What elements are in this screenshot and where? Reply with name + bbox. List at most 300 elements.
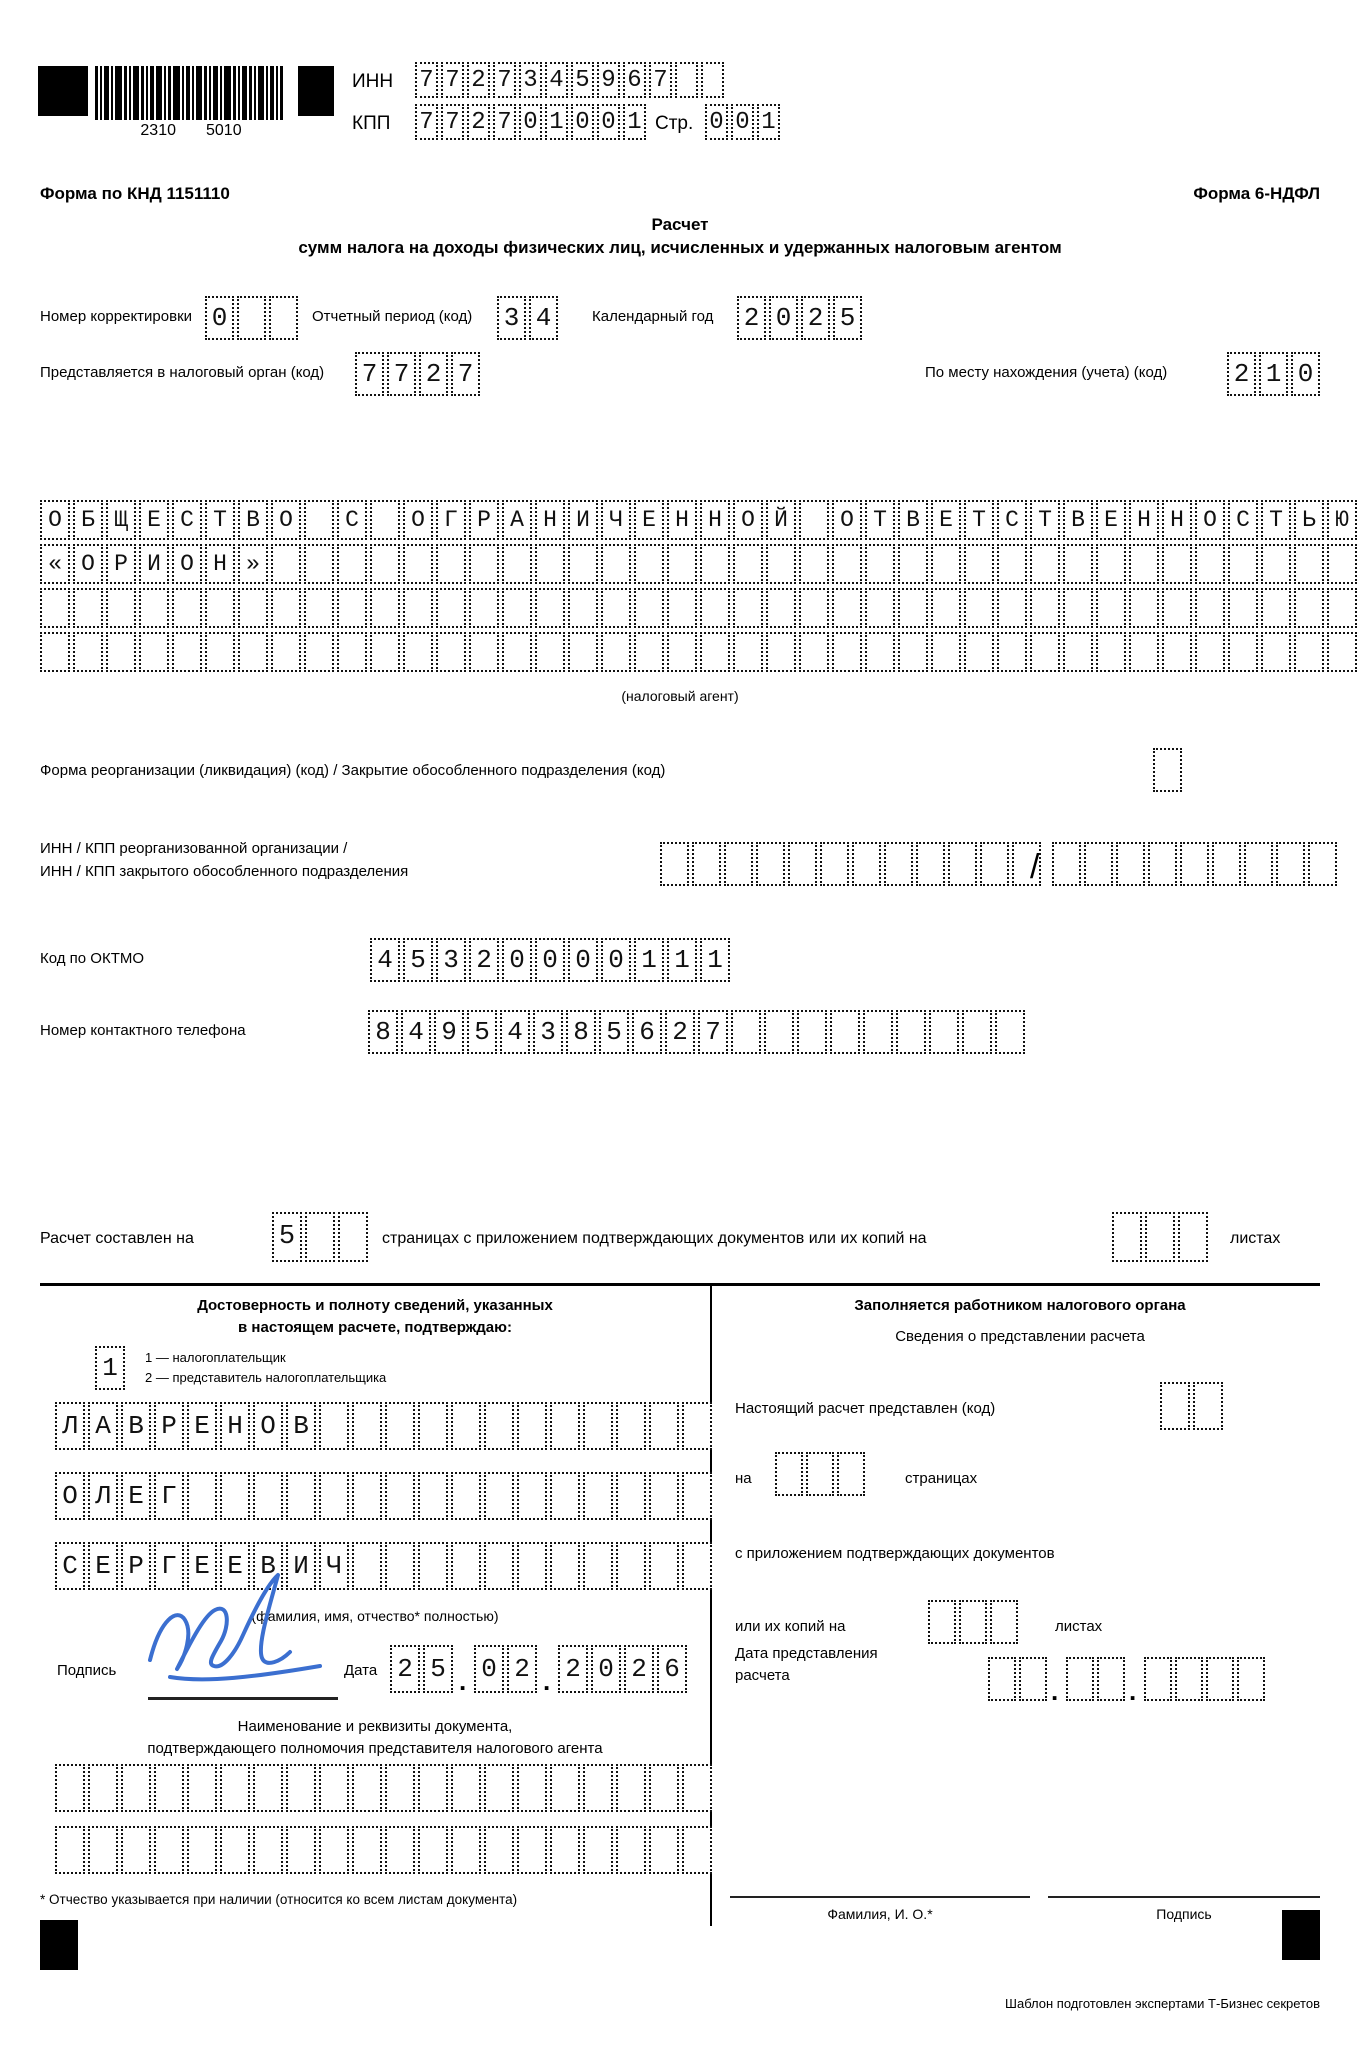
- cell: [55, 1764, 85, 1812]
- cell: [1162, 632, 1192, 672]
- cell: [733, 632, 763, 672]
- cell: [1097, 1657, 1125, 1701]
- cell: О: [271, 500, 301, 540]
- cell: [451, 1402, 481, 1450]
- cell: О: [403, 500, 433, 540]
- cell: [660, 842, 689, 886]
- cell: 7: [493, 104, 516, 140]
- cell: [550, 1402, 580, 1450]
- cell: [898, 544, 928, 584]
- confirm-legend-line2: 2 — представитель налогоплательщика: [145, 1370, 387, 1385]
- tax-authority-grid: [355, 352, 480, 396]
- cell: [928, 1600, 956, 1644]
- cell: Р: [154, 1402, 184, 1450]
- signature-line: [148, 1697, 338, 1700]
- reorg-inn-grid: [660, 842, 1041, 886]
- cell: [1129, 588, 1159, 628]
- cell: [1294, 632, 1324, 672]
- cell: [1308, 842, 1337, 886]
- cell: 2: [507, 1645, 537, 1693]
- cell: 6: [623, 62, 646, 98]
- cell: [205, 632, 235, 672]
- cell: [253, 1472, 283, 1520]
- cell: С: [1228, 500, 1258, 540]
- cell: [1063, 588, 1093, 628]
- cell: 3: [519, 62, 542, 98]
- cell: 1: [95, 1346, 125, 1390]
- official-date-year-grid: [1144, 1657, 1265, 1701]
- official-on-label: на: [735, 1470, 752, 1487]
- cell: 6: [657, 1645, 687, 1693]
- cell: [733, 544, 763, 584]
- cell: [1195, 632, 1225, 672]
- cell: [1178, 1212, 1208, 1262]
- cell: [40, 588, 70, 628]
- cell: [1153, 748, 1182, 792]
- cell: [766, 632, 796, 672]
- inn-label: ИНН: [352, 71, 394, 92]
- year-grid: [737, 296, 862, 340]
- tax-authority-label: Представляется в налоговый орган (код): [40, 364, 325, 381]
- cell: [764, 1010, 794, 1054]
- cell: [172, 588, 202, 628]
- cell: [568, 588, 598, 628]
- cell: 3: [533, 1010, 563, 1054]
- cell: Е: [187, 1542, 217, 1590]
- cell: Н: [667, 500, 697, 540]
- cell: [286, 1764, 316, 1812]
- cell: [550, 1764, 580, 1812]
- cell: [238, 588, 268, 628]
- correction-label: Номер корректировки: [40, 308, 193, 325]
- cell: 2: [467, 62, 490, 98]
- cell: [271, 632, 301, 672]
- template-credit: Шаблон подготовлен экспертами Т-Бизнес секретов: [1005, 1996, 1320, 2011]
- cell: [370, 588, 400, 628]
- cell: [436, 632, 466, 672]
- cell: [766, 544, 796, 584]
- cell: [319, 1472, 349, 1520]
- cell: [1206, 1657, 1234, 1701]
- cell: [1145, 1212, 1175, 1262]
- cell: [469, 544, 499, 584]
- cell: «: [40, 544, 70, 584]
- official-pages-word: страницах: [905, 1470, 978, 1487]
- cell: [418, 1402, 448, 1450]
- cell: 0: [705, 104, 728, 140]
- firstname-grid: [55, 1472, 712, 1520]
- cell: И: [139, 544, 169, 584]
- cell: Н: [220, 1402, 250, 1450]
- cell: [88, 1764, 118, 1812]
- cell: О: [832, 500, 862, 540]
- cell: 7: [451, 352, 480, 396]
- cell: [337, 632, 367, 672]
- cell: [959, 1600, 987, 1644]
- cell: [799, 588, 829, 628]
- org-name-grid-row1: [40, 500, 1357, 540]
- cell: Ч: [601, 500, 631, 540]
- cell: 7: [387, 352, 416, 396]
- cell: [352, 1542, 382, 1590]
- cell: [337, 588, 367, 628]
- cell: [1148, 842, 1177, 886]
- cell: [964, 632, 994, 672]
- cell: [1228, 632, 1258, 672]
- cell: 4: [401, 1010, 431, 1054]
- pages-sentence-part3: листах: [1230, 1230, 1281, 1247]
- section-divider-horizontal: [40, 1283, 1320, 1286]
- reorg-label: Форма реорганизации (ликвидация) (код) / Закрытие обособленного подразделения (код): [40, 762, 666, 779]
- official-date-separator-2: .: [1129, 1676, 1137, 1706]
- cell: 4: [500, 1010, 530, 1054]
- cell: [964, 588, 994, 628]
- cell: [1019, 1657, 1047, 1701]
- cell: [916, 842, 945, 886]
- cell: [1327, 632, 1357, 672]
- cell: 2: [469, 938, 499, 982]
- cell: 4: [529, 296, 558, 340]
- cell: [403, 544, 433, 584]
- doc-authority-label-line2: подтверждающего полномочия представителя налогового агента: [147, 1740, 603, 1757]
- cell: 0: [591, 1645, 621, 1693]
- cell: [550, 1472, 580, 1520]
- cell: Н: [205, 544, 235, 584]
- cell: [568, 632, 598, 672]
- cell: В: [121, 1402, 151, 1450]
- cell: [820, 842, 849, 886]
- cell: [898, 632, 928, 672]
- cell: [799, 632, 829, 672]
- cell: [237, 296, 266, 340]
- cell: 0: [535, 938, 565, 982]
- cell: [304, 588, 334, 628]
- cell: [121, 1826, 151, 1874]
- official-copies-label: или их копий на: [735, 1618, 846, 1635]
- cell: Е: [121, 1472, 151, 1520]
- cell: [634, 544, 664, 584]
- cell: Г: [154, 1472, 184, 1520]
- cell: 7: [415, 62, 438, 98]
- cell: [502, 588, 532, 628]
- cell: [865, 632, 895, 672]
- cell: А: [502, 500, 532, 540]
- cell: [865, 588, 895, 628]
- cell: [370, 500, 400, 540]
- cell: [701, 62, 724, 98]
- cell: Р: [469, 500, 499, 540]
- cell: [418, 1542, 448, 1590]
- cell: 7: [441, 62, 464, 98]
- cell: [319, 1826, 349, 1874]
- cell: В: [238, 500, 268, 540]
- reorg-inn-label-line2: ИНН / КПП закрытого обособленного подразделения: [40, 863, 409, 880]
- official-sheets-word: листах: [1055, 1618, 1103, 1635]
- cell: О: [40, 500, 70, 540]
- barcode-number-left: 2310: [140, 122, 176, 139]
- cell: О: [55, 1472, 85, 1520]
- official-section-subheader: Сведения о представлении расчета: [895, 1328, 1145, 1345]
- cell: [980, 842, 1009, 886]
- registration-mark-top-left: [38, 66, 88, 116]
- cell: [1175, 1657, 1203, 1701]
- cell: 5: [599, 1010, 629, 1054]
- cell: [990, 1600, 1018, 1644]
- cell: [1144, 1657, 1172, 1701]
- reorg-slash: /: [1030, 848, 1040, 886]
- cell: Н: [1129, 500, 1159, 540]
- doc-authority-label-line1: Наименование и реквизиты документа,: [237, 1718, 513, 1735]
- cell: [931, 588, 961, 628]
- cell: [1129, 632, 1159, 672]
- cell: [370, 632, 400, 672]
- barcode-numbers: [95, 122, 287, 140]
- cell: [88, 1826, 118, 1874]
- cell: [436, 544, 466, 584]
- cell: С: [997, 500, 1027, 540]
- cell: [304, 544, 334, 584]
- cell: [601, 544, 631, 584]
- cell: [700, 588, 730, 628]
- cell: [403, 632, 433, 672]
- cell: 1: [545, 104, 568, 140]
- cell: [319, 1764, 349, 1812]
- cell: [338, 1212, 368, 1262]
- cell: Е: [139, 500, 169, 540]
- cell: [385, 1402, 415, 1450]
- cell: [154, 1826, 184, 1874]
- cell: Л: [55, 1402, 85, 1450]
- cell: [1162, 588, 1192, 628]
- cell: 4: [370, 938, 400, 982]
- cell: [502, 632, 532, 672]
- cell: [962, 1010, 992, 1054]
- cell: А: [88, 1402, 118, 1450]
- cell: [418, 1826, 448, 1874]
- cell: 0: [731, 104, 754, 140]
- confirm-header-line1: Достоверность и полноту сведений, указанных: [197, 1297, 553, 1314]
- period-grid: [497, 296, 558, 340]
- period-label: Отчетный период (код): [312, 308, 473, 325]
- cell: [139, 632, 169, 672]
- cell: [121, 1764, 151, 1812]
- cell: [724, 842, 753, 886]
- cell: [187, 1826, 217, 1874]
- cell: 0: [769, 296, 798, 340]
- cell: [667, 544, 697, 584]
- cell: [403, 588, 433, 628]
- cell: [1261, 632, 1291, 672]
- cell: [852, 842, 881, 886]
- cell: [1066, 1657, 1094, 1701]
- cell: [469, 588, 499, 628]
- signature-image: [135, 1565, 345, 1705]
- official-fio-line: [730, 1896, 1030, 1898]
- cell: [352, 1402, 382, 1450]
- cell: [1030, 588, 1060, 628]
- cell: [55, 1826, 85, 1874]
- cell: [253, 1764, 283, 1812]
- cell: [517, 1402, 547, 1450]
- cell: [517, 1472, 547, 1520]
- cell: Н: [535, 500, 565, 540]
- cell: 7: [415, 104, 438, 140]
- cell: 5: [423, 1645, 453, 1693]
- cell: [756, 842, 785, 886]
- cell: 2: [737, 296, 766, 340]
- cell: 9: [597, 62, 620, 98]
- cell: [286, 1826, 316, 1874]
- cell: О: [73, 544, 103, 584]
- cell: [898, 588, 928, 628]
- cell: [550, 1826, 580, 1874]
- cell: [370, 544, 400, 584]
- cell: 0: [474, 1645, 504, 1693]
- cell: 1: [700, 938, 730, 982]
- cell: [271, 588, 301, 628]
- cell: [649, 1826, 679, 1874]
- official-date-day-grid: [988, 1657, 1047, 1701]
- cell: [1212, 842, 1241, 886]
- cell: [73, 632, 103, 672]
- cell: 0: [519, 104, 542, 140]
- cell: [484, 1764, 514, 1812]
- cell: Л: [88, 1472, 118, 1520]
- cell: [896, 1010, 926, 1054]
- cell: [832, 632, 862, 672]
- cell: [775, 1452, 803, 1496]
- cell: [271, 544, 301, 584]
- cell: Р: [121, 1542, 151, 1590]
- cell: [418, 1764, 448, 1812]
- cell: [436, 588, 466, 628]
- cell: [187, 1472, 217, 1520]
- cell: [616, 1826, 646, 1874]
- cell: [40, 632, 70, 672]
- cell: [1244, 842, 1273, 886]
- inn-grid: [415, 62, 724, 98]
- cell: 4: [545, 62, 568, 98]
- cell: [797, 1010, 827, 1054]
- cell: [616, 1542, 646, 1590]
- cell: [1327, 544, 1357, 584]
- registration-mark-top-right: [298, 66, 334, 116]
- cell: [1096, 588, 1126, 628]
- correction-grid: [205, 296, 298, 340]
- cell: 7: [355, 352, 384, 396]
- cell: 8: [368, 1010, 398, 1054]
- cell: Е: [187, 1402, 217, 1450]
- cell: [997, 588, 1027, 628]
- official-attach-label: с приложением подтверждающих документов: [735, 1545, 1055, 1562]
- cell: [106, 632, 136, 672]
- cell: [106, 588, 136, 628]
- cell: [832, 588, 862, 628]
- cell: [1294, 544, 1324, 584]
- cell: 7: [441, 104, 464, 140]
- location-code-label: По месту нахождения (учета) (код): [925, 364, 1168, 381]
- cell: [583, 1472, 613, 1520]
- cell: 9: [434, 1010, 464, 1054]
- official-section-header: Заполняется работником налогового органа: [854, 1297, 1186, 1314]
- cell: [667, 632, 697, 672]
- cell: [1228, 544, 1258, 584]
- cell: [682, 1542, 712, 1590]
- date-label: Дата: [344, 1662, 378, 1679]
- cell: [1261, 588, 1291, 628]
- org-name-grid-row4: [40, 632, 1357, 672]
- cell: [1276, 842, 1305, 886]
- cell: [1030, 632, 1060, 672]
- cell: [667, 588, 697, 628]
- phone-label: Номер контактного телефона: [40, 1022, 246, 1039]
- cell: [187, 1764, 217, 1812]
- cell: Г: [154, 1542, 184, 1590]
- org-name-grid-row2: [40, 544, 1357, 584]
- cell: [385, 1764, 415, 1812]
- cell: [649, 1764, 679, 1812]
- cell: 7: [649, 62, 672, 98]
- date-day-grid: [390, 1645, 453, 1693]
- cell: [929, 1010, 959, 1054]
- cell: [675, 62, 698, 98]
- agent-caption: (налоговый агент): [621, 688, 739, 704]
- cell: [1052, 842, 1081, 886]
- cell: 7: [698, 1010, 728, 1054]
- cell: [700, 544, 730, 584]
- official-submitted-label: Настоящий расчет представлен (код): [735, 1400, 996, 1417]
- cell: [517, 1542, 547, 1590]
- cell: [286, 1472, 316, 1520]
- cell: »: [238, 544, 268, 584]
- cell: Б: [73, 500, 103, 540]
- reorg-code-grid: [1153, 748, 1182, 792]
- cell: [469, 632, 499, 672]
- cell: [634, 632, 664, 672]
- doc-authority-grid-row1: [55, 1764, 712, 1812]
- cell: [700, 632, 730, 672]
- official-date-label-line2: расчета: [735, 1667, 790, 1684]
- cell: [601, 632, 631, 672]
- cell: [616, 1472, 646, 1520]
- cell: 0: [571, 104, 594, 140]
- cell: 2: [558, 1645, 588, 1693]
- cell: [682, 1764, 712, 1812]
- cell: 0: [205, 296, 234, 340]
- cell: [1096, 544, 1126, 584]
- cell: Т: [964, 500, 994, 540]
- cell: [484, 1826, 514, 1874]
- cell: [788, 842, 817, 886]
- doc-authority-grid-row2: [55, 1826, 712, 1874]
- cell: [634, 588, 664, 628]
- cell: [733, 588, 763, 628]
- cell: Р: [106, 544, 136, 584]
- cell: [583, 1402, 613, 1450]
- cell: [1116, 842, 1145, 886]
- cell: [649, 1542, 679, 1590]
- cell: [997, 632, 1027, 672]
- cell: [535, 588, 565, 628]
- page-number-label: Стр.: [655, 113, 694, 134]
- cell: [238, 632, 268, 672]
- cell: [568, 544, 598, 584]
- cell: [139, 588, 169, 628]
- cell: В: [1063, 500, 1093, 540]
- cell: 0: [568, 938, 598, 982]
- cell: [1129, 544, 1159, 584]
- cell: [583, 1826, 613, 1874]
